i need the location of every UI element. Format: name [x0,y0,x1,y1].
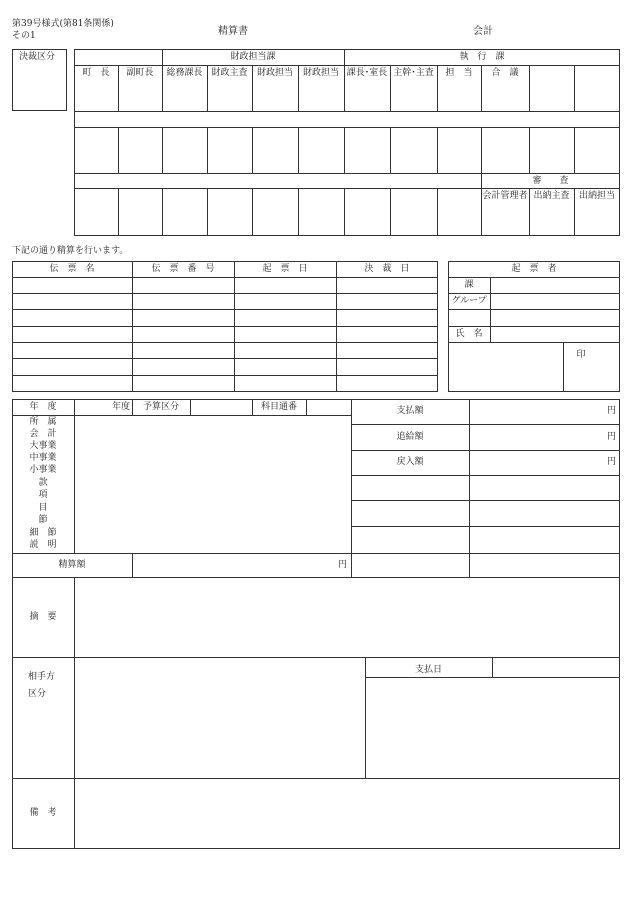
summary-label: 摘 要 [29,612,57,622]
item-moku: 目 [38,503,48,513]
refund-label: 戻入額 [396,457,424,467]
form-number: 第39号様式(第81条関係) [12,19,114,29]
zaisei-group-label: 財政担当課 [230,52,276,62]
year-suffix: 年度 [111,402,130,412]
col-label-suito-tanto: 出納担当 [578,191,615,201]
item-setsumei: 説 明 [29,540,57,550]
budget-block [12,399,620,578]
settlement-unit: 円 [337,560,347,570]
additional-payment-label: 追給額 [396,432,424,442]
kessai-box [12,49,67,111]
payment-date-label: 支払日 [414,665,442,675]
kessai-label: 決裁区分 [19,52,56,62]
item-shozoku: 所 属 [29,417,57,427]
partner-label-2: 区分 [28,689,47,699]
year-label: 年 度 [29,402,57,412]
account-code-label: 科目通番 [260,402,297,412]
col-label-gogi: 合 議 [491,68,519,78]
col-label-shukan: 主幹･主査 [393,68,434,78]
voucher-header-name: 伝 票 名 [49,264,95,274]
col-label-zaisei-tanto-2: 財政担当 [302,68,339,78]
item-shojigyo: 小事業 [29,465,57,475]
col-label-zaisei-tanto-1: 財政担当 [256,68,293,78]
col-label-kaikei-kanrisha: 会計管理者 [482,191,528,201]
col-label-tanto: 担 当 [445,68,473,78]
issuer-name-label: 氏 名 [455,329,483,339]
shikko-group-label: 執 行 課 [459,52,505,62]
voucher-header-approval-date: 決 裁 日 [364,264,410,274]
partner-box [12,657,620,779]
partner-label-1: 相手方 [28,672,56,682]
shinsa-label: 審 査 [532,176,569,186]
seal-label: 印 [576,350,586,360]
additional-payment-unit: 円 [606,432,616,442]
issuer-group-label: グループ [451,296,487,306]
col-label-chocho: 町 長 [82,68,110,78]
voucher-header-number: 伝 票 番 号 [151,264,215,274]
payment-unit: 円 [606,406,616,416]
col-label-kacho: 課長･室長 [346,68,388,78]
summary-box [12,577,620,658]
col-label-somu: 総務課長 [166,68,203,78]
form-sub-number: その1 [12,31,36,41]
settlement-label: 精算額 [58,560,86,570]
col-label-zaisei-shusa: 財政主査 [211,68,248,78]
item-saisetsu: 細 節 [29,528,57,538]
col-label-fukuchocho: 副町長 [126,68,154,78]
payment-label: 支払額 [396,406,424,416]
budget-class-label: 予算区分 [142,402,179,412]
issuer-header: 起 票 者 [511,264,557,274]
remarks-label: 備 考 [29,808,57,818]
item-kaikei: 会 計 [29,429,57,439]
notice-text: 下記の通り精算を行います。 [12,246,129,256]
col-label-suito-shusa: 出納主査 [533,191,570,201]
voucher-header-date: 起 票 日 [262,264,308,274]
issuer-section-label: 課 [464,280,474,290]
item-kan: 款 [38,478,48,488]
refund-unit: 円 [606,457,616,467]
item-ko: 項 [38,490,48,500]
item-setsu: 節 [38,515,48,525]
department-label: 会計 [473,26,493,37]
remarks-box [12,778,620,849]
item-daijigyo: 大事業 [29,441,57,451]
item-chujigyo: 中事業 [29,453,57,463]
page-title: 精算書 [218,26,248,37]
